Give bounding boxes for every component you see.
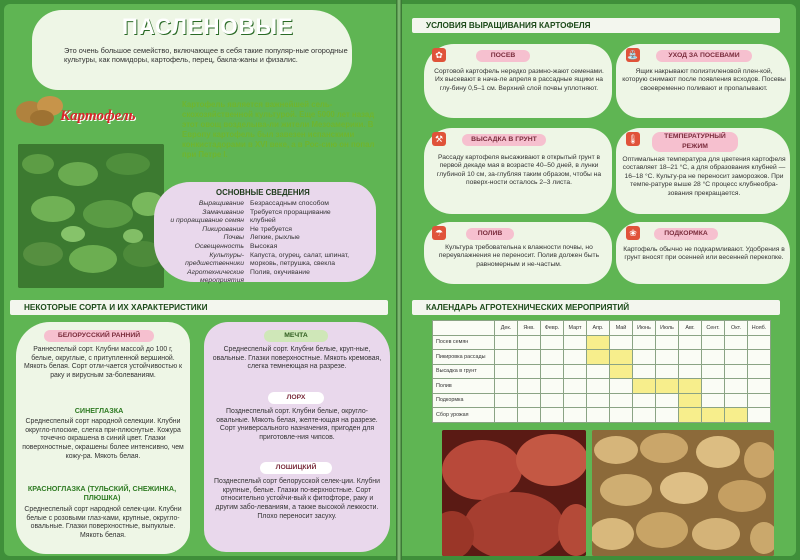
info-label: Почвы — [223, 234, 244, 242]
calendar-cell-active — [633, 379, 656, 394]
calendar-cell — [518, 364, 541, 379]
calendar-row-label: Пикировка рассады — [433, 350, 495, 365]
info-value: морковь, петрушка, свекла — [250, 260, 336, 268]
calendar-cell — [679, 350, 702, 365]
fertilizer-icon: ❀ — [626, 226, 640, 240]
calendar-cell — [702, 350, 725, 365]
info-value: Требуется проращивание — [250, 208, 331, 216]
varieties-banner: НЕКОТОРЫЕ СОРТА И ИХ ХАРАКТЕРИСТИКИ — [10, 300, 388, 315]
info-value: Безрассадным способом — [250, 200, 329, 207]
calendar-cell — [518, 335, 541, 350]
calendar-cell — [748, 393, 771, 408]
watering-can-icon: ⛲ — [627, 50, 639, 60]
calendar-cell — [610, 408, 633, 423]
info-value: Капуста, огурец, салат, шпинат, — [250, 251, 350, 259]
calendar-cell — [656, 335, 679, 350]
calendar-banner: КАЛЕНДАРЬ АГРОТЕХНИЧЕСКИХ МЕРОПРИЯТИЙ — [412, 300, 780, 315]
calendar-cell — [518, 350, 541, 365]
calendar-cell — [518, 393, 541, 408]
calendar-cell — [725, 335, 748, 350]
variety-text: Раннеспелый сорт. Клубни массой до 100 г, белые, округлые, с притупленной вершиной. Мякоть белая. Сорт отли-чается устойчивостью к раку и вирусным за-болеваниям. — [23, 346, 183, 380]
month-header: Февр. — [541, 321, 564, 336]
calendar-row — [433, 350, 771, 365]
shovel-icon: ⚒ — [432, 132, 446, 146]
variety-name-pill: БЕЛОРУССКИЙ РАННИЙ — [44, 330, 154, 342]
calendar-cell — [679, 335, 702, 350]
calendar-cell — [518, 408, 541, 423]
calendar-cell — [656, 364, 679, 379]
month-header: Окт. — [725, 321, 748, 336]
red-potatoes-photo — [442, 430, 586, 556]
calendar-cell — [587, 379, 610, 394]
watering-icon: ☂ — [432, 226, 446, 240]
info-label: Культуры- — [209, 251, 244, 259]
condition-name: ПОЛИВ — [466, 228, 514, 240]
variety-text: Среднеспелый сорт народной селек-ции. Клубни белые с розовыми глаз-ками, крупные, округло-овальные. Глазки поверхностные, выпуклые. Мякоть белая. — [24, 506, 182, 540]
calendar-cell — [564, 364, 587, 379]
calendar-cell-active — [587, 335, 610, 350]
month-header: Авг. — [679, 321, 702, 336]
calendar-cell — [633, 393, 656, 408]
month-header: Дек. — [495, 321, 518, 336]
thermometer-icon: 🌡 — [627, 134, 639, 144]
conditions-banner: УСЛОВИЯ ВЫРАЩИВАНИЯ КАРТОФЕЛЯ — [412, 18, 780, 33]
calendar-cell-active — [587, 350, 610, 365]
calendar-cell — [541, 393, 564, 408]
calendar-cell — [656, 350, 679, 365]
info-value: клубней — [250, 217, 276, 225]
calendar-cell — [633, 364, 656, 379]
info-label: и проращивание семян — [170, 217, 244, 225]
calendar-cell — [541, 350, 564, 365]
calendar-cell — [748, 364, 771, 379]
info-label: предшественники — [185, 260, 244, 268]
calendar-cell-active — [679, 379, 702, 394]
intro-text: Это очень большое семейство, включающее в себя такие популяр-ные огородные культуры, как помидоры, картофель, перец, бакла-жаны и физалис. — [64, 46, 348, 65]
info-label: Пикирование — [202, 225, 244, 233]
calendar-row — [433, 335, 771, 350]
calendar-row-label: Подкормка — [433, 393, 495, 408]
potato-plant-photo — [18, 144, 164, 288]
info-title: ОСНОВНЫЕ СВЕДЕНИЯ — [216, 188, 310, 197]
condition-text: Ящик накрывают полиэтиленовой плен-кой, которую снимают после появления всходов. Посевы своевременно поливают и пропалывают. — [622, 68, 786, 92]
info-label: Освещенность — [194, 243, 244, 250]
month-header: Апр. — [587, 321, 610, 336]
calendar-row — [433, 364, 771, 379]
page-title: ПАСЛЕНОВЫЕ — [122, 14, 294, 39]
calendar-cell — [541, 335, 564, 350]
variety-text: Позднеспелый сорт белорусской селек-ции. Клубни крупные, белые. Глазки по-верхностные. Сорт относительно устойчи-вый к фитофторе, раку и другим забо-леваниям, а также высокой лежкости. Плохо переносит засуху. — [214, 478, 380, 520]
calendar-cell — [656, 408, 679, 423]
condition-text: Сортовой картофель нередко размно-жают семенами. Их высевают в нача-ле апреля в рассадные ящики на глу-бину 0,5–1 см. Верхний слой почвы уплотняют. — [434, 68, 604, 92]
month-header: Май — [610, 321, 633, 336]
calendar-row — [433, 408, 771, 423]
calendar-cell — [748, 379, 771, 394]
info-label: мероприятия — [199, 277, 244, 285]
variety-name: СИНЕГЛАЗКА — [74, 406, 124, 415]
info-value: Не требуется — [250, 225, 292, 233]
calendar-corner — [433, 321, 495, 336]
calendar-cell — [541, 408, 564, 423]
calendar-cell-active — [725, 408, 748, 423]
info-label: Замачивание — [202, 208, 244, 216]
calendar-row-label: Высадка в грунт — [433, 364, 495, 379]
calendar-cell — [702, 379, 725, 394]
calendar-cell — [679, 364, 702, 379]
calendar-cell — [564, 350, 587, 365]
info-value: Полив, окучивание — [250, 268, 310, 276]
condition-text: Картофель обычно не подкармливают. Удобрения в грунт вносят при осенней или весенней перекопке. — [623, 246, 785, 262]
calendar-cell — [495, 379, 518, 394]
calendar-cell — [633, 335, 656, 350]
month-header: Март — [564, 321, 587, 336]
month-header: Июнь — [633, 321, 656, 336]
calendar-row-label: Посев семян — [433, 335, 495, 350]
calendar-cell — [725, 379, 748, 394]
calendar-cell-active — [656, 379, 679, 394]
condition-name: ВЫСАДКА В ГРУНТ — [462, 134, 546, 146]
condition-name: ПОСЕВ — [476, 50, 530, 62]
condition-text: Рассаду картофеля высаживают в открытый грунт в первой декаде мая в возрасте 40–50 дней, в лунки глубиной 10 см, за-глубляя таким образом, чтобы на поверх-ности осталось 2–3 листа. — [436, 154, 602, 187]
condition-text: Оптимальная температура для цветения картофеля составляет 18–21 °С, а для образования клубней — 16–18 °С. Культу-ра не переносит заморозков. При темпе-ратуре выше 28 °С процесс клубнеобра-зования прекращается. — [622, 156, 786, 197]
calendar-header-row — [433, 321, 771, 336]
potato-heading: Картофель — [60, 108, 136, 124]
calendar-cell — [495, 408, 518, 423]
condition-name: ТЕМПЕРАТУРНЫЙ РЕЖИМ — [652, 132, 738, 152]
right-page — [402, 4, 796, 556]
calendar-cell — [587, 408, 610, 423]
variety-text: Позднеспелый сорт. Клубни белые, округло-овальные. Мякоть белая, желте-ющая на разрезе. Сорт универсального назначения, пригоден для приготовле-ния чипсов. — [216, 408, 378, 442]
calendar-cell — [495, 364, 518, 379]
calendar-cell — [725, 393, 748, 408]
calendar-cell — [495, 335, 518, 350]
calendar-cell — [610, 379, 633, 394]
calendar-cell — [702, 364, 725, 379]
calendar-cell — [748, 350, 771, 365]
calendar-cell — [633, 350, 656, 365]
calendar-cell — [518, 379, 541, 394]
variety-name-pill: ЛОШИЦКИЙ — [260, 462, 332, 474]
calendar-cell-active — [679, 408, 702, 423]
calendar-cell — [564, 393, 587, 408]
condition-text: Культура требовательна к влажности почвы, но переувлажнения не переносит. Полив должен быть равномерным и не-частым. — [438, 244, 600, 268]
calendar-cell — [725, 364, 748, 379]
calendar-cell — [702, 335, 725, 350]
calendar-row — [433, 379, 771, 394]
calendar-cell-active — [610, 364, 633, 379]
calendar-cell — [564, 379, 587, 394]
info-value: Высокая — [250, 243, 278, 250]
calendar-cell — [564, 408, 587, 423]
calendar-cell — [587, 393, 610, 408]
variety-name-pill: МЕЧТА — [264, 330, 328, 342]
variety-name: КРАСНОГЛАЗКА (ТУЛЬСКИЙ, СНЕЖИНКА, ПЛЮШКА) — [27, 484, 177, 502]
variety-text: Среднеспелый сорт. Клубни белые, круп-ные, овальные. Глазки поверхностные. Мякоть кремовая, слегка темнеющая на разрезе. — [212, 346, 382, 371]
sowing-icon: ✿ — [432, 48, 446, 62]
calendar-cell — [541, 364, 564, 379]
calendar-cell — [564, 335, 587, 350]
white-potatoes-photo — [592, 430, 774, 556]
calendar-cell — [587, 364, 610, 379]
month-header: Сент. — [702, 321, 725, 336]
calendar-cell — [495, 350, 518, 365]
calendar-cell — [633, 408, 656, 423]
info-label: Выращивание — [198, 200, 244, 207]
calendar-cell — [748, 335, 771, 350]
calendar-cell — [656, 393, 679, 408]
calendar-table — [432, 320, 771, 423]
calendar-row-label: Сбор урожая — [433, 408, 495, 423]
potato-history: Картофель является важнейшей сель-скохозяйственной культурой. Еще 5000 лет назад этот овощ возделыва-ли жители Мезоамерики. В Европу картофель был завезен испанскими конкистадорами в XVI веке, а в Рос-сию он попал при Петре I. — [182, 100, 375, 159]
calendar-cell — [610, 393, 633, 408]
calendar-cell-active — [679, 393, 702, 408]
info-value: Легкие, рыхлые — [250, 234, 300, 242]
condition-name: УХОД ЗА ПОСЕВАМИ — [656, 50, 752, 62]
calendar-cell — [495, 393, 518, 408]
calendar-row-label: Полив — [433, 379, 495, 394]
calendar-cell-active — [610, 350, 633, 365]
condition-name: ПОДКОРМКА — [654, 228, 718, 240]
info-label: Агротехнические — [187, 268, 244, 276]
month-header: Нояб. — [748, 321, 771, 336]
variety-name-pill: ЛОРХ — [268, 392, 324, 404]
calendar-cell — [725, 350, 748, 365]
calendar-row — [433, 393, 771, 408]
calendar-cell — [541, 379, 564, 394]
month-header: Июль — [656, 321, 679, 336]
calendar-cell — [702, 393, 725, 408]
calendar-cell — [610, 335, 633, 350]
month-header: Янв. — [518, 321, 541, 336]
left-page — [4, 4, 396, 556]
calendar-cell — [748, 408, 771, 423]
calendar-cell-active — [702, 408, 725, 423]
variety-text: Среднеспелый сорт народной селекции. Клубни округло-плоские, слегка при-плюснутые. Кожура точечно окрашена в синий цвет. Глазки поверхностные, окрашены более интенсивно, чем кожу-ра. Мякоть белая. — [22, 418, 184, 460]
